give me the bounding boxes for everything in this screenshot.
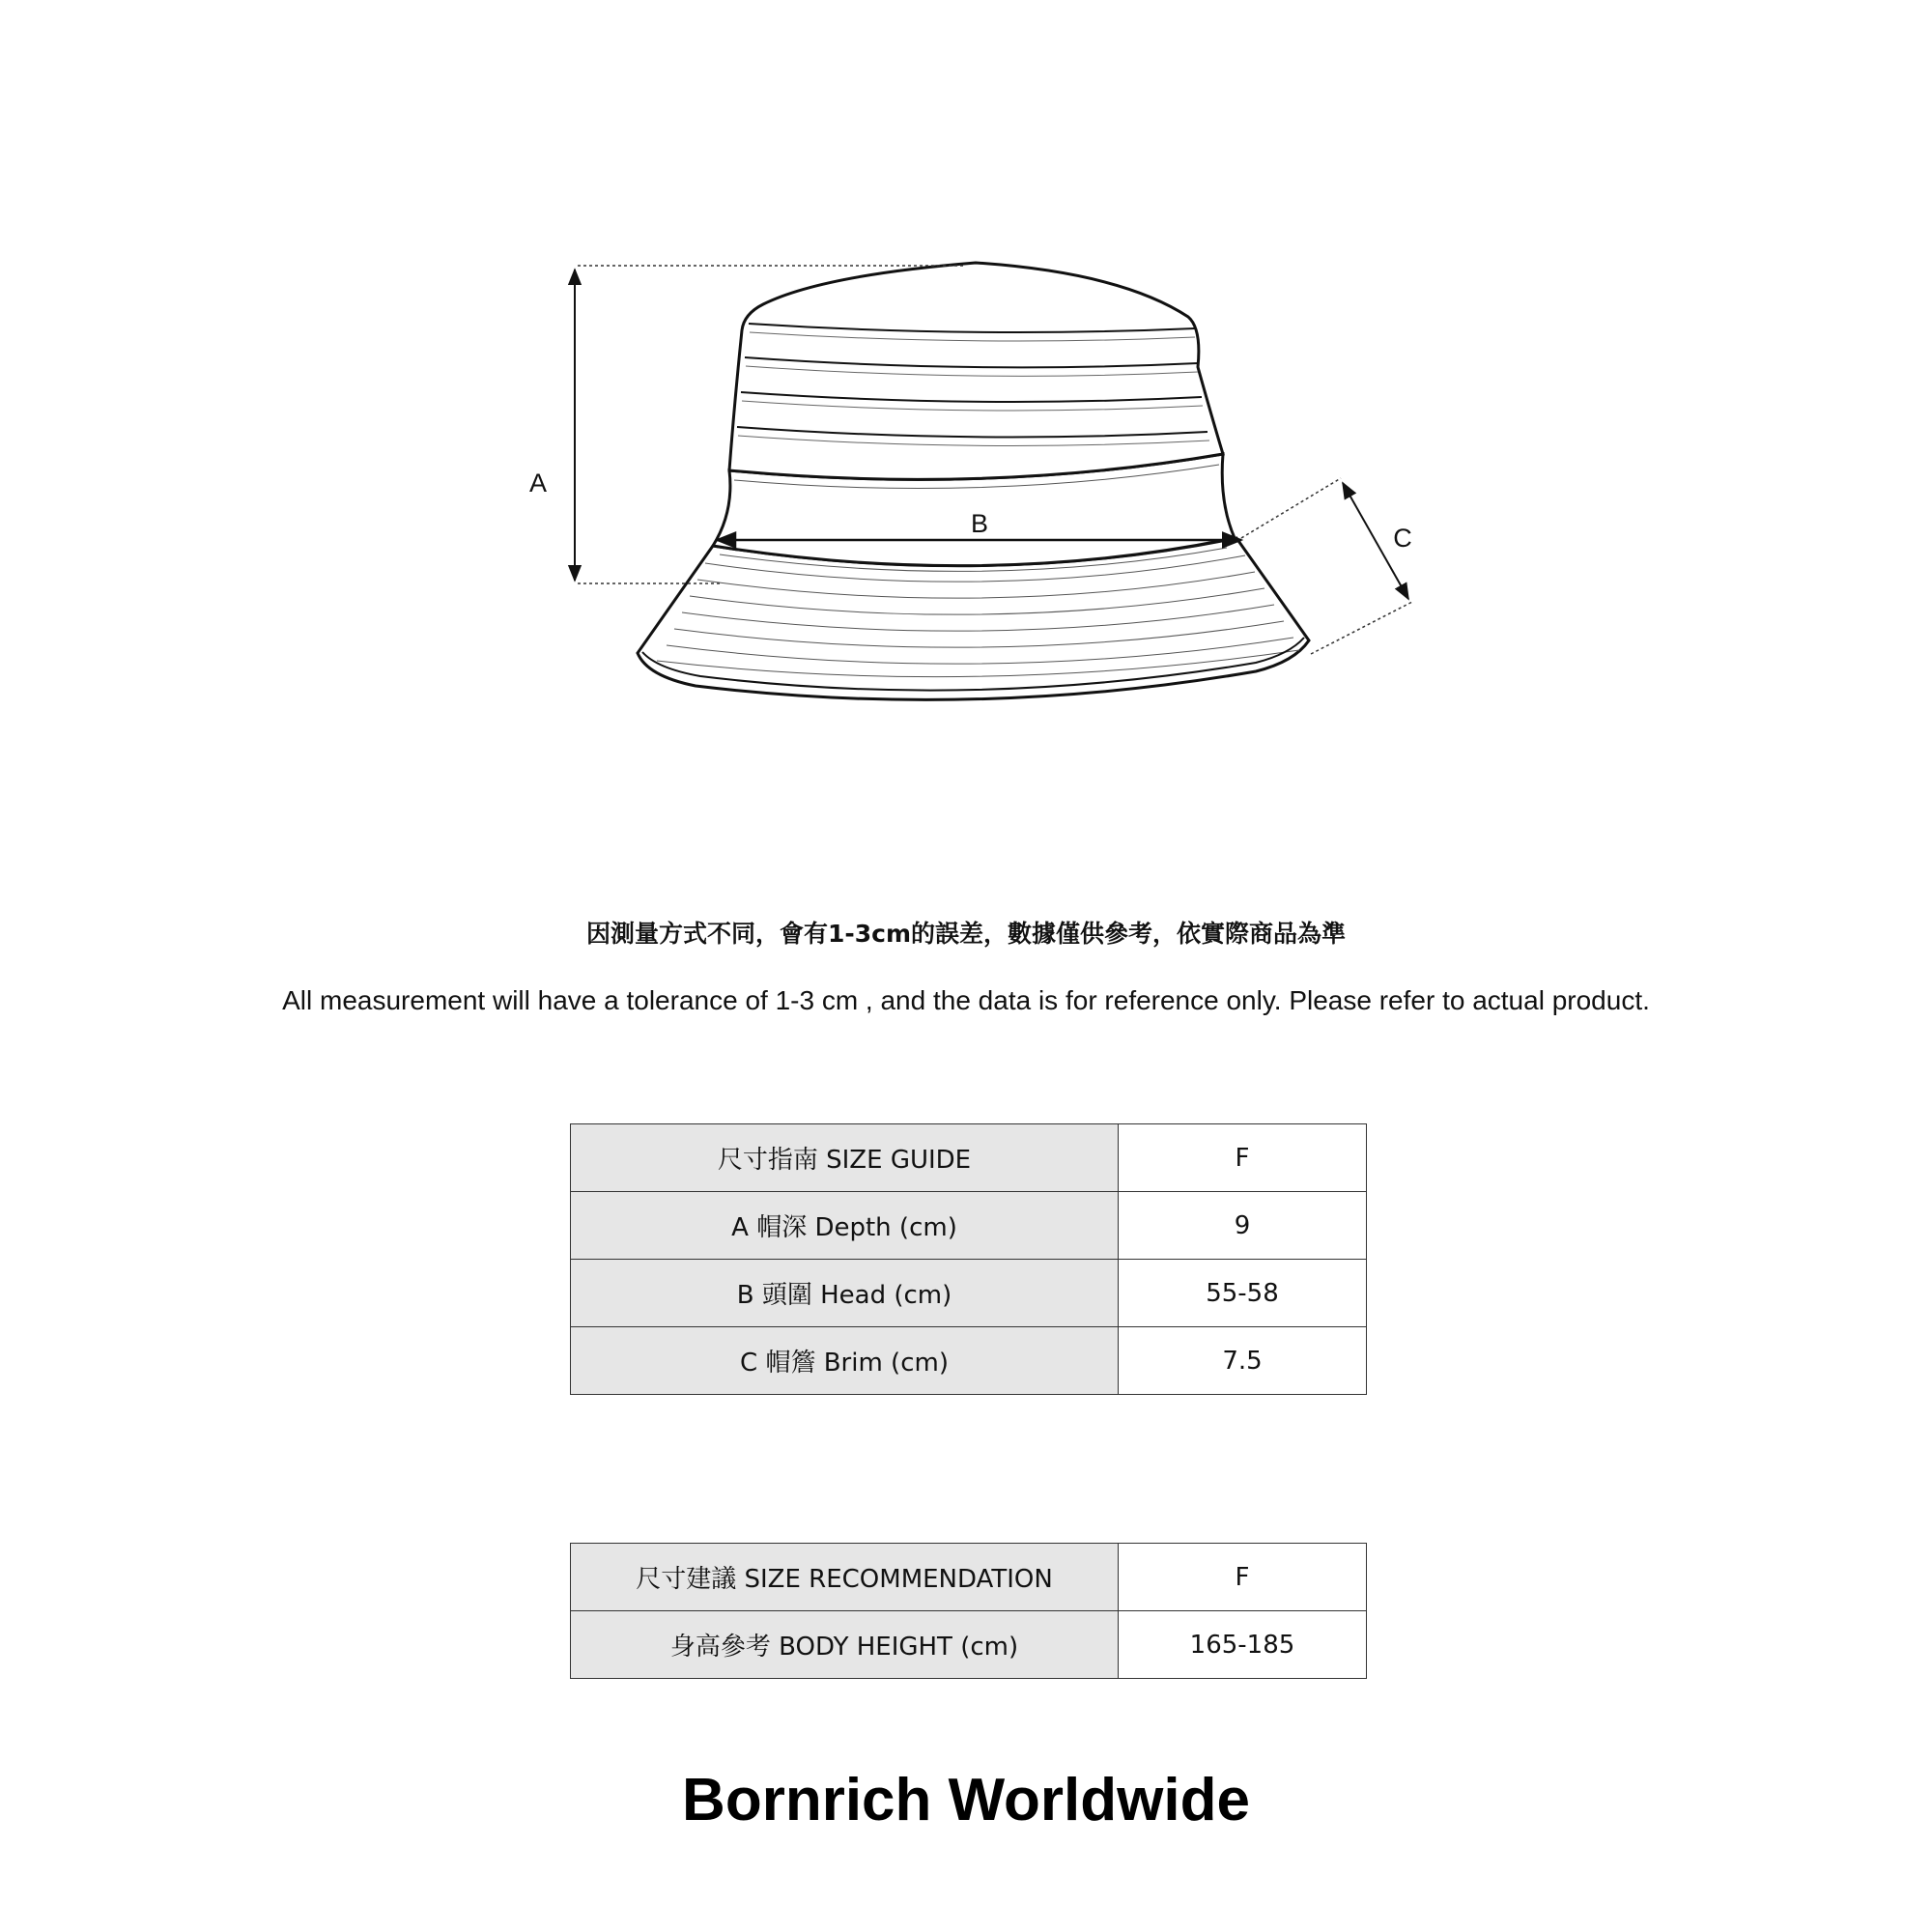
- table-row: [571, 1192, 1367, 1260]
- size-guide-header-value: F: [1119, 1124, 1367, 1192]
- row-value-brim: 7.5: [1119, 1327, 1367, 1395]
- size-recommendation-header-label: 尺寸建議 SIZE RECOMMENDATION: [571, 1544, 1119, 1611]
- dimension-c-label: C: [1393, 524, 1412, 553]
- row-label-brim: C 帽簷 Brim (cm): [571, 1327, 1119, 1395]
- size-guide-header-label: 尺寸指南 SIZE GUIDE: [571, 1124, 1119, 1192]
- table-header-row: [571, 1544, 1367, 1611]
- hat-crown: [729, 263, 1223, 479]
- size-recommendation-header-value: F: [1119, 1544, 1367, 1611]
- dimension-a-label: A: [528, 469, 548, 497]
- dimension-b-label: B: [970, 509, 989, 538]
- table-row: [571, 1327, 1367, 1395]
- size-guide-table: [570, 1123, 1367, 1395]
- row-label-head: B 頭圍 Head (cm): [571, 1260, 1119, 1327]
- row-value-depth: 9: [1119, 1192, 1367, 1260]
- row-value-head: 55-58: [1119, 1260, 1367, 1327]
- bucket-hat-diagram: [0, 0, 1932, 773]
- row-label-depth: A 帽深 Depth (cm): [571, 1192, 1119, 1260]
- table-header-row: [571, 1124, 1367, 1192]
- brand-name: Bornrich Worldwide: [682, 1767, 1250, 1833]
- size-recommendation-table: [570, 1543, 1367, 1679]
- table-row: [571, 1611, 1367, 1679]
- table-row: [571, 1260, 1367, 1327]
- row-label-body-height: 身高參考 BODY HEIGHT (cm): [571, 1611, 1119, 1679]
- row-value-body-height: 165-185: [1119, 1611, 1367, 1679]
- measurement-note-chinese: 因測量方式不同，會有1-3cm的誤差，數據僅供參考，依實際商品為準: [585, 920, 1347, 948]
- measurement-note-english: All measurement will have a tolerance of 1-3 cm , and the data is for reference only. Please refer to actual product.: [282, 985, 1650, 1015]
